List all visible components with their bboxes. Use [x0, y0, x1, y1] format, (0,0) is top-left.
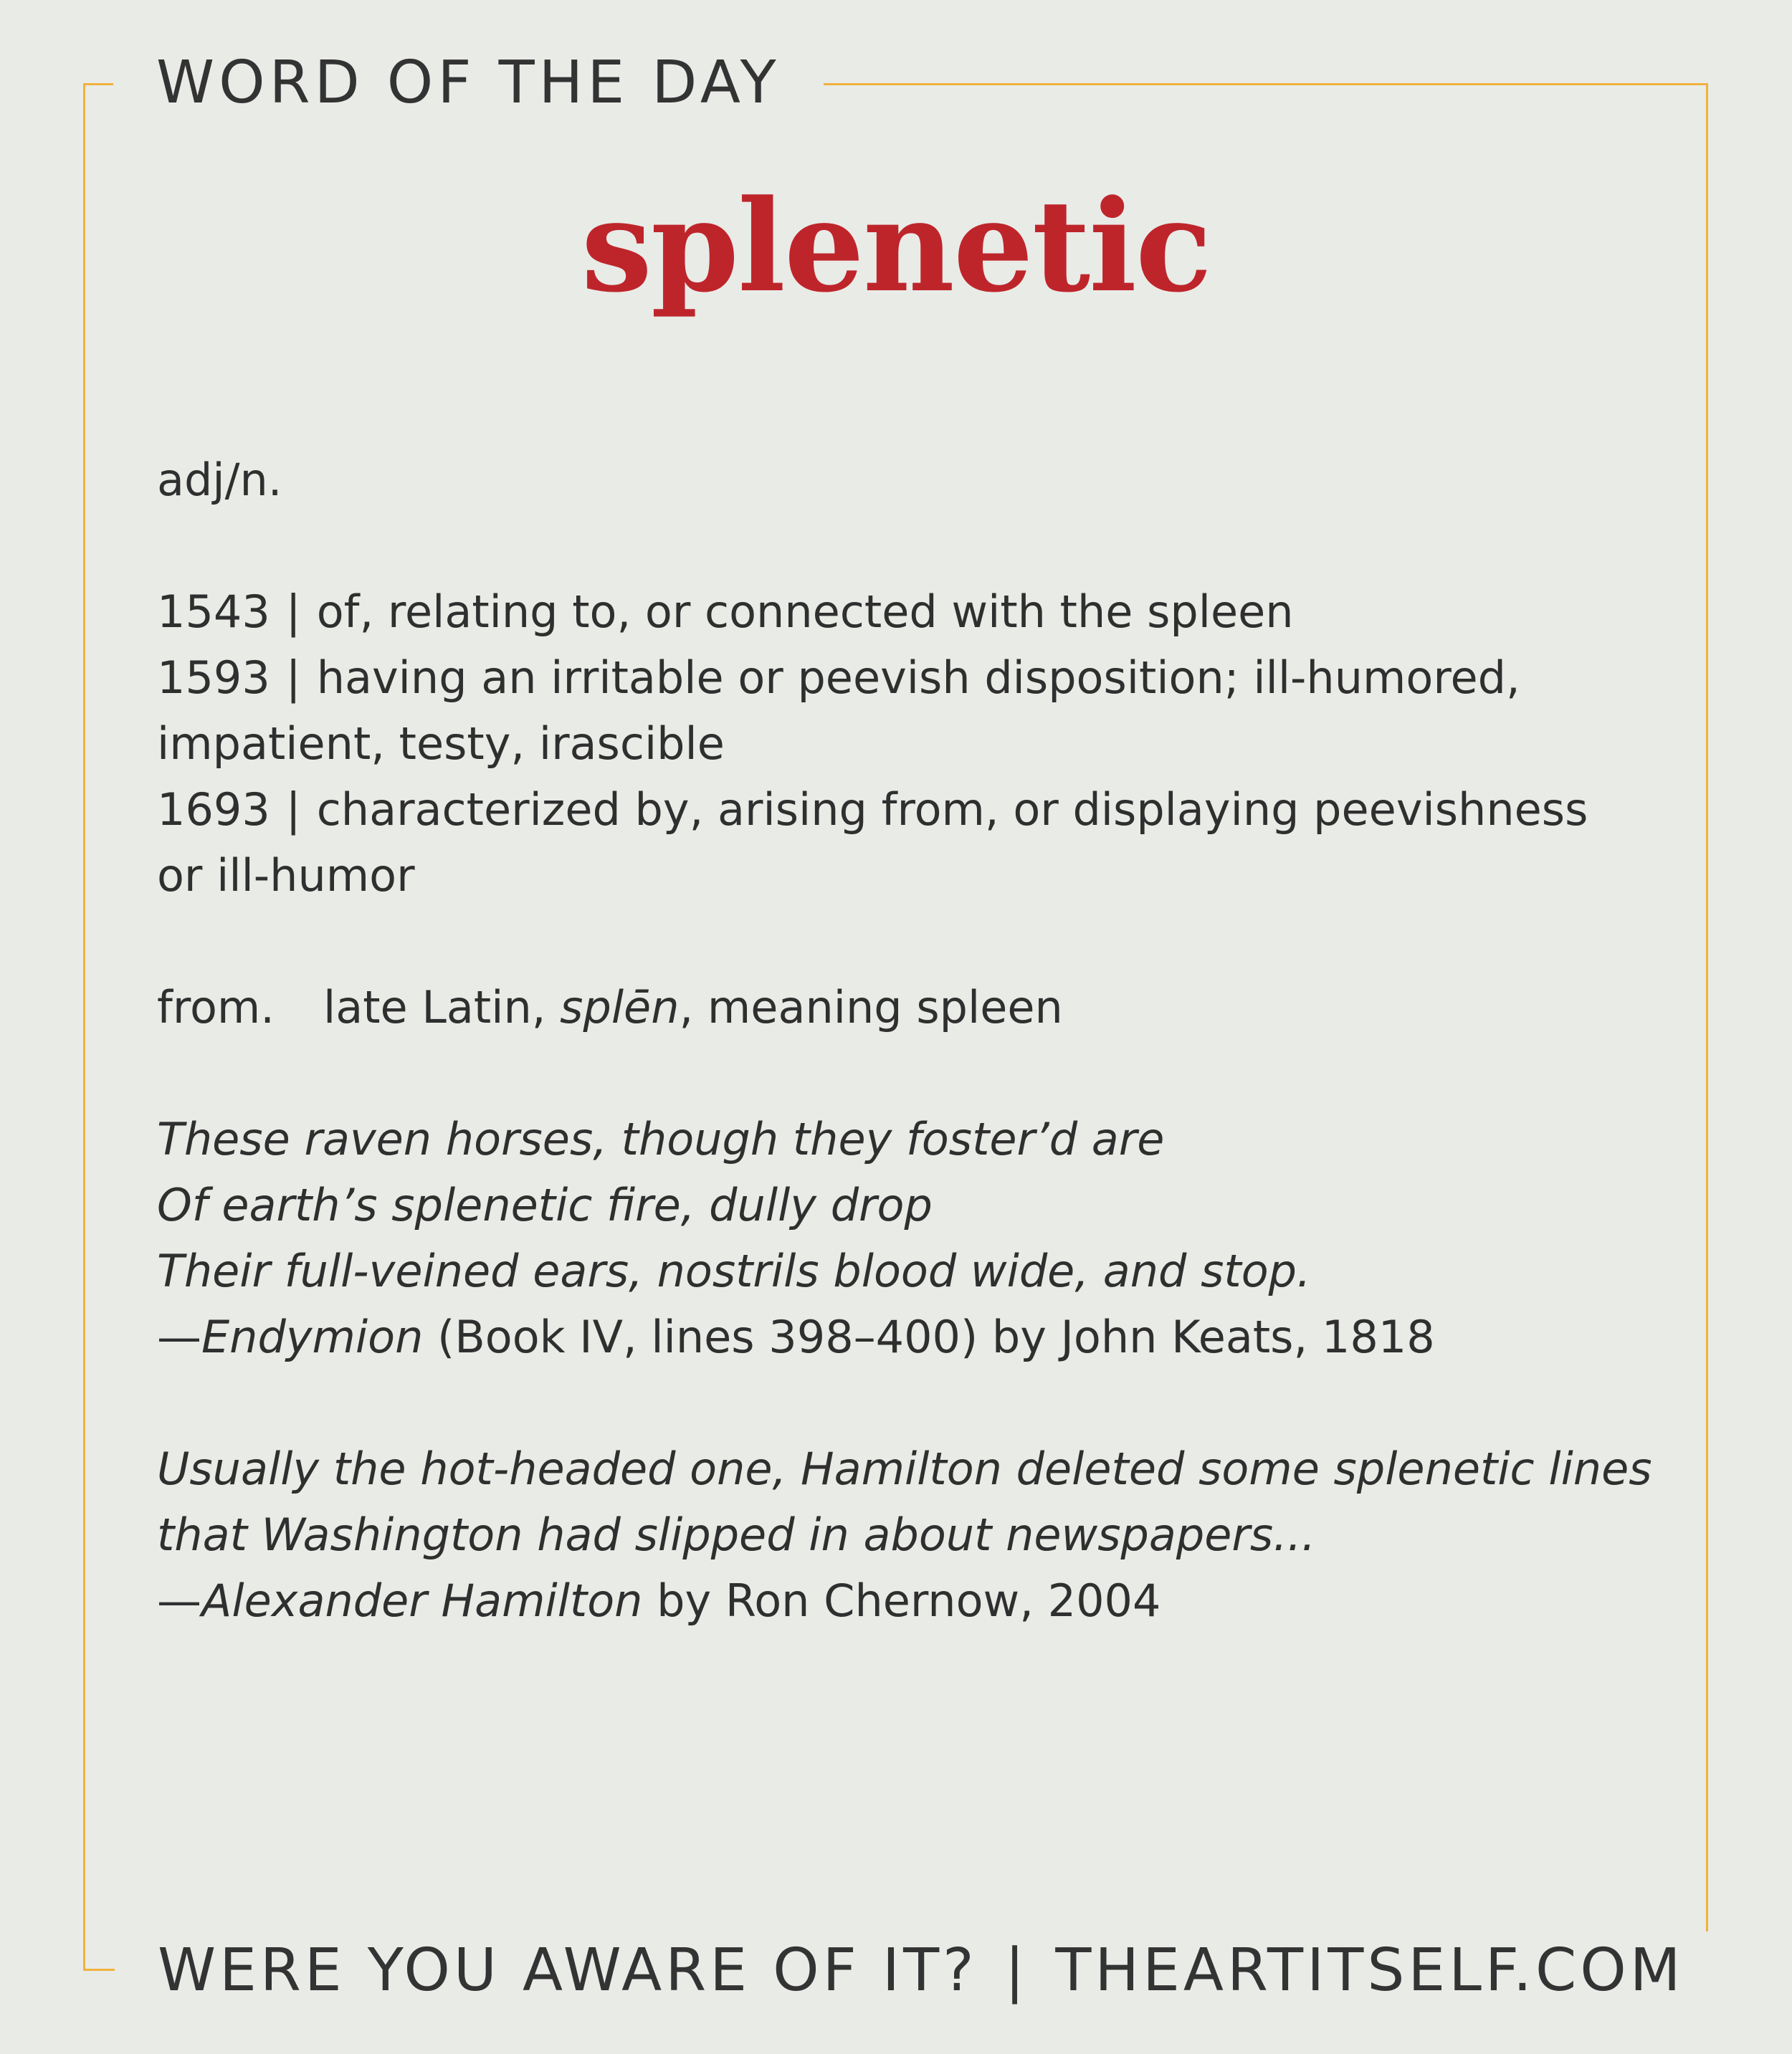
sense-continuation: impatient, testy, irascible	[157, 717, 725, 770]
quote-attribution	[157, 1568, 1698, 1634]
sense-item	[157, 645, 1698, 711]
etymology	[157, 975, 1698, 1041]
attribution-work: Endymion	[201, 1311, 424, 1363]
etymology-text: late Latin,	[323, 981, 561, 1033]
quote-line: Their full-veined ears, nostrils blood wide, and stop.	[157, 1245, 1311, 1297]
etymology-label: from.	[157, 981, 275, 1033]
sense-separator: |	[285, 783, 301, 836]
attribution-rest: (Book IV, lines 398–400) by John Keats, 1818	[423, 1311, 1435, 1363]
sense-year: 1693	[157, 783, 270, 836]
sense-item	[157, 579, 1698, 645]
sense-continuation: or ill-humor	[157, 849, 415, 902]
sense-definition: having an irritable or peevish disposition; ill-humored,	[316, 651, 1520, 704]
sense-year: 1543	[157, 586, 270, 638]
sense-definition: of, relating to, or connected with the spleen	[316, 586, 1294, 638]
sense-item	[157, 777, 1698, 843]
part-of-speech: adj/n.	[157, 454, 282, 506]
sense-year: 1593	[157, 651, 270, 704]
quote-line: These raven horses, though they foster’d are	[157, 1113, 1165, 1165]
etymology-term: splēn	[560, 981, 680, 1033]
definition-body	[157, 447, 1698, 1700]
sense-separator: |	[285, 586, 301, 638]
sense-separator: |	[285, 651, 301, 704]
sense-definition: characterized by, arising from, or displaying peevishness	[316, 783, 1588, 836]
headword: splenetic	[581, 172, 1211, 320]
footer	[115, 1931, 1727, 2010]
quote-keats	[157, 1107, 1698, 1370]
quote-line: that Washington had slipped in about newspapers...	[157, 1509, 1316, 1561]
quote-attribution	[157, 1304, 1698, 1370]
etymology-meaning: , meaning spleen	[679, 981, 1063, 1033]
attribution-dash: —	[157, 1575, 201, 1627]
senses-list	[157, 579, 1698, 909]
attribution-dash: —	[157, 1311, 201, 1363]
footer-question: WERE YOU AWARE OF IT?	[158, 1936, 978, 2005]
attribution-work: Alexander Hamilton	[201, 1575, 643, 1627]
footer-separator: |	[1004, 1936, 1029, 2005]
quote-line: Usually the hot-headed one, Hamilton deleted some splenetic lines	[157, 1443, 1652, 1495]
attribution-rest: by Ron Chernow, 2004	[642, 1575, 1161, 1627]
quote-line: Of earth’s splenetic fire, dully drop	[157, 1179, 933, 1231]
footer-site-link: THEARTITSELF.COM	[1055, 1936, 1684, 2005]
quote-chernow	[157, 1436, 1698, 1634]
word-of-the-day-header: WORD OF THE DAY	[113, 46, 824, 120]
